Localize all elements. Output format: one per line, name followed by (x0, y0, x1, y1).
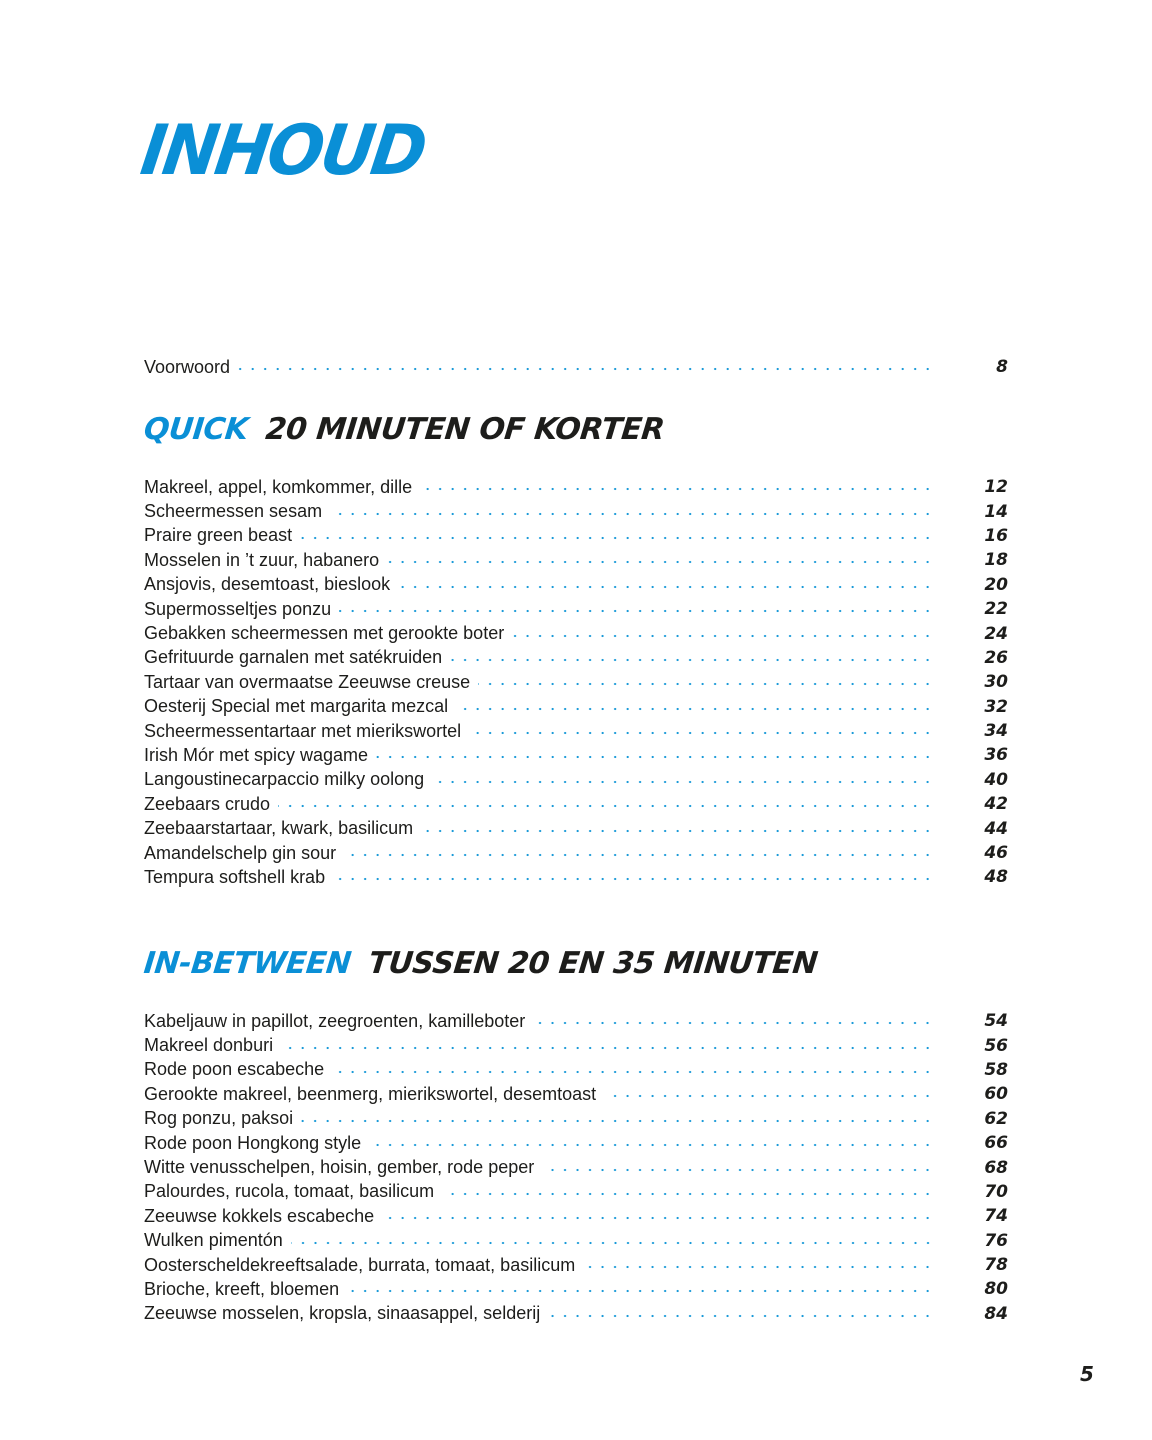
dot-leader (291, 1241, 934, 1245)
toc-label: Zeebaarstartaar, kwark, basilicum (144, 818, 414, 839)
toc-label: Makreel donburi (144, 1035, 274, 1056)
toc-label: Zeeuwse kokkels escabeche (144, 1205, 375, 1226)
toc-label: Amandelschelp gin sour (144, 842, 337, 863)
toc-row[interactable] (144, 695, 1008, 719)
toc-page-number: 84 (984, 1303, 1008, 1324)
dot-leader (387, 560, 934, 564)
toc-label: Mosselen in ’t zuur, habanero (144, 549, 380, 570)
dot-leader (369, 1143, 934, 1147)
toc-page-number: 26 (984, 647, 1008, 668)
toc-page-number: 70 (984, 1181, 1008, 1202)
toc-label: Zeebaars crudo (144, 793, 271, 814)
toc-row[interactable] (144, 1253, 1008, 1277)
toc-row[interactable] (144, 743, 1008, 767)
toc-page-number: 80 (984, 1279, 1008, 1300)
toc-label: Scheermessen sesam (144, 501, 323, 522)
toc-row[interactable] (144, 670, 1008, 694)
toc-page-number: 24 (984, 623, 1008, 644)
dot-leader (604, 1094, 934, 1098)
toc-label: Makreel, appel, komkommer, dille (144, 476, 413, 497)
toc-label: Oesterij Special met margarita mezcal (144, 696, 449, 717)
toc-label: Ansjovis, desemtoast, bieslook (144, 574, 391, 595)
dot-leader (281, 1046, 934, 1050)
toc-page-number: 78 (984, 1255, 1008, 1276)
dot-leader (456, 707, 934, 711)
toc-row[interactable] (144, 499, 1008, 523)
section-subtitle: TUSSEN 20 EN 35 MINUTEN (366, 946, 820, 981)
toc-row[interactable] (144, 524, 1008, 548)
toc-row[interactable] (144, 1107, 1008, 1131)
dot-leader (450, 658, 934, 662)
toc-row[interactable] (144, 646, 1008, 670)
toc-row[interactable] (144, 475, 1008, 499)
toc-page-number: 46 (984, 843, 1008, 864)
section-subtitle: 20 MINUTEN OF KORTER (263, 412, 666, 447)
toc-row[interactable] (144, 1058, 1008, 1082)
dot-leader (344, 853, 934, 857)
toc-label: Gerookte makreel, beenmerg, mierikswortel, desemtoast (144, 1083, 597, 1104)
toc-row[interactable] (144, 597, 1008, 621)
toc-page-number: 60 (984, 1084, 1008, 1105)
toc-row[interactable] (144, 1082, 1008, 1106)
dot-leader (542, 1168, 934, 1172)
toc-label: Tartaar van overmaatse Zeeuwse creuse (144, 671, 471, 692)
toc-page-number: 68 (984, 1157, 1008, 1178)
toc-row[interactable] (144, 621, 1008, 645)
toc-page-number: 32 (984, 696, 1008, 717)
toc-label: Gefrituurde garnalen met satékruiden (144, 647, 443, 668)
toc-page-number: 18 (984, 550, 1008, 571)
page-title: INHOUD (136, 110, 430, 191)
dot-leader (548, 1314, 934, 1318)
toc-label: Rog ponzu, paksoi (144, 1108, 294, 1129)
toc-label: Scheermessentartaar met mierikswortel (144, 720, 462, 741)
toc-label: Irish Mór met spicy wagame (144, 744, 369, 765)
toc-row[interactable] (144, 841, 1008, 865)
dot-leader (278, 804, 934, 808)
voorwoord-entry (144, 355, 1008, 379)
toc-page-number: 40 (984, 769, 1008, 790)
toc-label: Tempura softshell krab (144, 866, 326, 887)
toc-row[interactable] (144, 1009, 1008, 1033)
toc-row[interactable] (144, 719, 1008, 743)
toc-page-number: 62 (984, 1108, 1008, 1129)
toc-page-number: 48 (984, 867, 1008, 888)
toc-label: Supermosseltjes ponzu (144, 598, 332, 619)
dot-leader (339, 609, 934, 613)
toc-label: Rode poon Hongkong style (144, 1132, 362, 1153)
toc-label: Zeeuwse mosselen, kropsla, sinaasappel, selderij (144, 1303, 541, 1324)
toc-label: Kabeljauw in papillot, zeegroenten, kamilleboter (144, 1010, 526, 1031)
dot-leader (398, 585, 934, 589)
toc-page-number: 20 (984, 574, 1008, 595)
toc-row[interactable] (144, 1131, 1008, 1155)
dot-leader (301, 1119, 934, 1123)
toc-label: Praire green beast (144, 525, 293, 546)
toc-row[interactable] (144, 1033, 1008, 1057)
toc-label: Brioche, kreeft, bloemen (144, 1278, 340, 1299)
toc-page-number: 16 (984, 525, 1008, 546)
toc-page-number: 22 (984, 599, 1008, 620)
dot-leader (347, 1289, 934, 1293)
dot-leader (432, 780, 934, 784)
dot-leader (376, 755, 934, 759)
toc-page-number: 12 (984, 477, 1008, 498)
dot-leader (442, 1192, 934, 1196)
dot-leader (300, 536, 934, 540)
dot-leader (382, 1216, 934, 1220)
toc-row[interactable] (144, 1155, 1008, 1179)
section-tag: IN-BETWEEN (142, 946, 353, 981)
toc-row[interactable] (144, 355, 1008, 379)
toc-page-number: 44 (984, 818, 1008, 839)
toc-page-number: 14 (984, 501, 1008, 522)
toc-label: Witte venusschelpen, hoisin, gember, rode peper (144, 1157, 535, 1178)
toc-row[interactable] (144, 768, 1008, 792)
page-number: 5 (1080, 1362, 1094, 1386)
dot-leader (332, 1070, 934, 1074)
section-heading-in-between (142, 946, 819, 981)
toc-page-number: 36 (984, 745, 1008, 766)
toc-label: Palourdes, rucola, tomaat, basilicum (144, 1181, 435, 1202)
toc-row[interactable] (144, 573, 1008, 597)
toc-page-number: 56 (984, 1035, 1008, 1056)
toc-label: Voorwoord (144, 356, 231, 377)
section-tag: QUICK (142, 412, 250, 447)
toc-row[interactable] (144, 1229, 1008, 1253)
toc-list-in-between (144, 1009, 1008, 1326)
toc-row[interactable] (144, 816, 1008, 840)
toc-page-number: 34 (984, 721, 1008, 742)
toc-page-number: 30 (984, 672, 1008, 693)
dot-leader (238, 367, 934, 371)
toc-row[interactable] (144, 1204, 1008, 1228)
toc-row[interactable] (144, 548, 1008, 572)
toc-page-number: 54 (984, 1011, 1008, 1032)
toc-list-quick (144, 475, 1008, 890)
toc-page-number: 42 (984, 794, 1008, 815)
toc-page-number: 58 (984, 1059, 1008, 1080)
toc-row[interactable] (144, 1302, 1008, 1326)
dot-leader (333, 877, 934, 881)
section-heading-quick (142, 412, 666, 447)
toc-page-number: 76 (984, 1230, 1008, 1251)
dot-leader (583, 1265, 934, 1269)
toc-label: Wulken pimentón (144, 1230, 283, 1251)
toc-page-number: 8 (996, 357, 1008, 378)
toc-page-number: 66 (984, 1133, 1008, 1154)
toc-row[interactable] (144, 865, 1008, 889)
toc-label: Gebakken scheermessen met gerookte boter (144, 623, 505, 644)
dot-leader (469, 731, 934, 735)
dot-leader (330, 512, 934, 516)
toc-row[interactable] (144, 792, 1008, 816)
toc-row[interactable] (144, 1277, 1008, 1301)
toc-row[interactable] (144, 1180, 1008, 1204)
dot-leader (421, 829, 934, 833)
dot-leader (420, 487, 934, 491)
toc-label: Rode poon escabeche (144, 1059, 325, 1080)
toc-label: Oosterscheldekreeftsalade, burrata, tomaat, basilicum (144, 1254, 576, 1275)
toc-label: Langoustinecarpaccio milky oolong (144, 769, 425, 790)
toc-page-number: 74 (984, 1206, 1008, 1227)
dot-leader (478, 682, 934, 686)
dot-leader (533, 1021, 934, 1025)
dot-leader (512, 634, 934, 638)
